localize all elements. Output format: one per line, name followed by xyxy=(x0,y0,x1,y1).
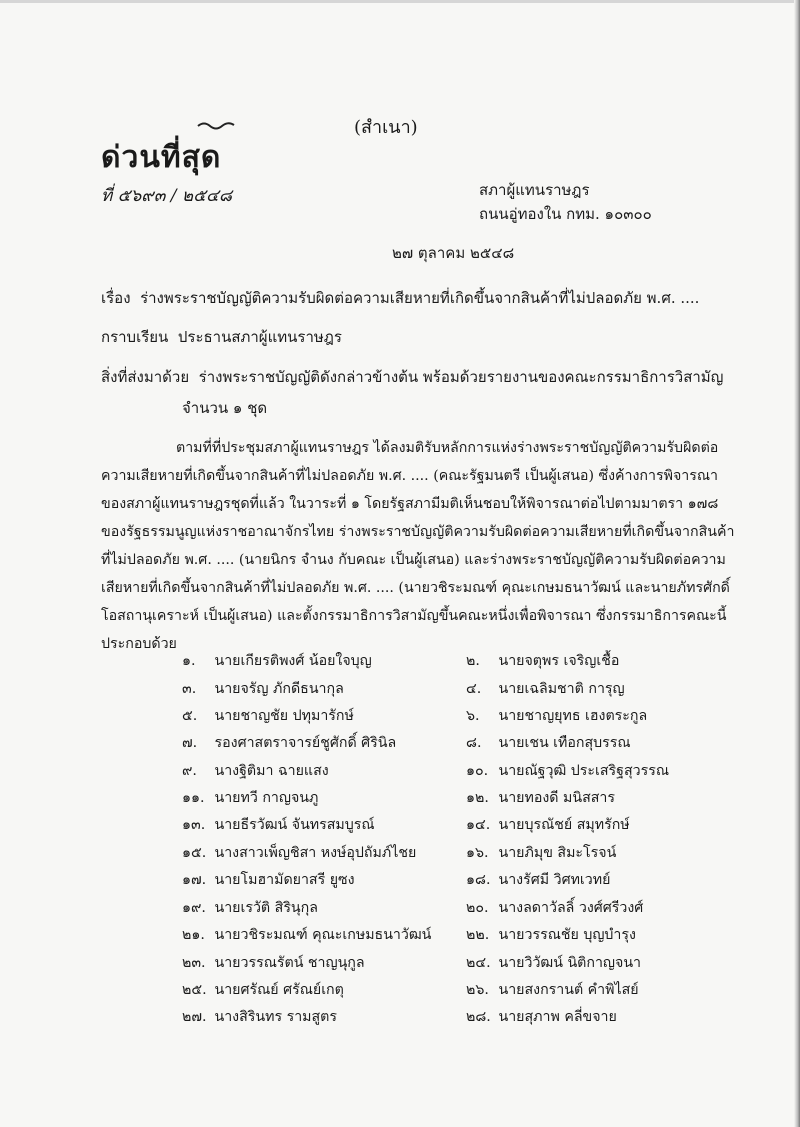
list-item-number: ๑๕. xyxy=(182,845,207,861)
list-item xyxy=(466,650,619,672)
list-item xyxy=(182,1006,337,1028)
body-line: ที่ไม่ปลอดภัย พ.ศ. .... (นายนิกร จำนง กับคณะ เป็นผู้เสนอ) และร่างพระราชบัญญัติความรับผิดต่อความ xyxy=(101,552,726,568)
list-item-number: ๓. xyxy=(182,681,197,697)
list-item xyxy=(466,705,647,727)
list-item-name: นายวรรณรัตน์ ชาญนุกูล xyxy=(214,955,365,971)
list-item-name: นายจตุพร เจริญเชื้อ xyxy=(498,653,620,669)
list-item-name: นายเชน เทือกสุบรรณ xyxy=(498,735,631,751)
list-item xyxy=(466,979,639,1001)
list-item-number: ๑. xyxy=(182,653,196,669)
list-item-number: ๑๗. xyxy=(182,872,207,888)
list-item xyxy=(466,814,630,836)
list-item-name: นางสาวเพ็ญชิสา หงษ์อุปถัมภ์ไชย xyxy=(214,845,417,861)
list-item-name: นายวิวัฒน์ นิติกาญจนา xyxy=(498,955,641,971)
salutation-line xyxy=(101,325,342,349)
list-item xyxy=(466,787,615,809)
list-item-number: ๑๓. xyxy=(182,817,206,833)
enclosure-count: จำนวน ๑ ชุด xyxy=(182,399,268,417)
list-item-name: นายชาญยุทธ เฮงตระกูล xyxy=(498,708,648,724)
sender-address: ถนนอู่ทองใน กทม. ๑๐๓๐๐ xyxy=(479,205,652,223)
enclosure-label: สิ่งที่ส่งมาด้วย xyxy=(101,368,190,386)
body-line: ความเสียหายที่เกิดขึ้นจากสินค้าที่ไม่ปลอดภัย พ.ศ. .... (คณะรัฐมนตรี เป็นผู้เสนอ) ซึ่งค้างการพิจารณา xyxy=(101,468,718,484)
list-item-number: ๑๑. xyxy=(182,790,205,806)
list-item-name: นายเรวัติ สิรินุกุล xyxy=(214,900,318,916)
list-item xyxy=(182,732,396,754)
list-item-number: ๑๐. xyxy=(466,763,489,779)
list-item xyxy=(466,732,631,754)
list-item-number: ๗. xyxy=(182,735,198,751)
list-item xyxy=(182,842,416,864)
list-item-number: ๒๗. xyxy=(182,1009,207,1025)
list-item-number: ๒๖. xyxy=(466,982,489,998)
list-item-name: นางสิรินทร รามสูตร xyxy=(214,1009,338,1025)
list-item-number: ๒๓. xyxy=(182,955,206,971)
list-item xyxy=(466,924,636,946)
list-item-number: ๒๕. xyxy=(182,982,207,998)
list-item-number: ๒๒. xyxy=(466,927,490,943)
list-item-name: นายธีรวัฒน์ จันทรสมบูรณ์ xyxy=(214,817,375,833)
body-line: เสียหายที่เกิดขึ้นจากสินค้าที่ไม่ปลอดภัย พ.ศ. .... (นายวชิระมณฑ์ คุณะเกษมธนาวัฒน์ และนายภัทรศักดิ์ xyxy=(101,580,730,596)
list-item-name: นายโมฮามัดยาสรี ยูซง xyxy=(214,872,355,888)
list-item xyxy=(182,650,372,672)
list-item-number: ๙. xyxy=(182,763,197,779)
list-item-number: ๒๔. xyxy=(466,955,491,971)
list-item xyxy=(182,869,355,891)
list-item xyxy=(182,814,375,836)
list-item-name: นางลดาวัลลิ์ วงศ์ศรีวงศ์ xyxy=(498,900,644,916)
enclosure-text: ร่างพระราชบัญญัติดังกล่าวข้างต้น พร้อมด้วยรายงานของคณะกรรมาธิการวิสามัญ xyxy=(198,368,724,386)
list-item-number: ๖. xyxy=(466,708,480,724)
list-item-number: ๘. xyxy=(466,735,482,751)
list-item-name: นายเฉลิมชาติ การุญ xyxy=(498,681,625,697)
list-item xyxy=(466,952,641,974)
body-line: ของสภาผู้แทนราษฎรชุดที่แล้ว ในวาระที่ ๑ โดยรัฐสภามีมติเห็นชอบให้พิจารณาต่อไปตามมาตรา ๑๗๘ xyxy=(101,496,719,512)
list-item xyxy=(466,678,625,700)
scan-edge-top xyxy=(0,0,800,3)
list-item-number: ๑๘. xyxy=(466,872,491,888)
list-item xyxy=(182,979,344,1001)
list-item-name: รองศาสตราจารย์ชูศักดิ์ ศิรินิล xyxy=(214,735,397,751)
sender-name: สภาผู้แทนราษฎร xyxy=(479,181,590,199)
list-item-number: ๑๙. xyxy=(182,900,206,916)
list-item xyxy=(182,897,318,919)
list-item xyxy=(466,760,669,782)
list-item xyxy=(466,869,610,891)
subject-line xyxy=(101,286,699,310)
urgent-stamp: ด่วนที่สุด xyxy=(101,140,222,175)
scan-edge-right xyxy=(794,0,800,1127)
list-item-name: นายทวี กาญจนภู xyxy=(214,790,319,806)
list-item xyxy=(182,705,354,727)
copy-mark: (สำเนา) xyxy=(354,117,418,138)
reference-number: ที่ ๕๖๙๓ / ๒๕๔๘ xyxy=(101,186,232,206)
list-item-name: นายบุรณัชย์ สมุทรักษ์ xyxy=(498,817,630,833)
list-item-name: นายศรัณย์ ศรัณย์เกตุ xyxy=(214,982,344,998)
list-item-name: นางรัศมี วิศทเวทย์ xyxy=(498,872,611,888)
list-item-number: ๒๘. xyxy=(466,1009,491,1025)
list-item xyxy=(182,924,431,946)
body-line: ตามที่ที่ประชุมสภาผู้แทนราษฎร ได้ลงมติรับหลักการแห่งร่างพระราชบัญญัติความรับผิดต่อ xyxy=(176,440,719,456)
body-line: ประกอบด้วย xyxy=(101,636,177,652)
stamp-squiggle-icon xyxy=(196,120,236,130)
list-item-name: นายวรรณชัย บุญบำรุง xyxy=(498,927,636,943)
document-date: ๒๗ ตุลาคม ๒๕๔๘ xyxy=(392,244,515,262)
list-item-name: นายณัฐวุฒิ ประเสริฐสุวรรณ xyxy=(498,763,670,779)
subject-text: ร่างพระราชบัญญัติความรับผิดต่อความเสียหายที่เกิดขึ้นจากสินค้าที่ไม่ปลอดภัย พ.ศ. .... xyxy=(140,289,700,307)
list-item xyxy=(466,1006,617,1028)
list-item-number: ๔. xyxy=(466,681,482,697)
list-item-number: ๕. xyxy=(182,708,198,724)
list-item-name: นายสงกรานต์ คำพิไสย์ xyxy=(498,982,639,998)
subject-label: เรื่อง xyxy=(101,289,131,307)
list-item-number: ๑๒. xyxy=(466,790,489,806)
list-item xyxy=(466,897,643,919)
list-item-number: ๒. xyxy=(466,653,480,669)
list-item-number: ๑๖. xyxy=(466,845,489,861)
list-item-name: นายเกียรติพงศ์ น้อยใจบุญ xyxy=(214,653,372,669)
list-item-name: นายชาญชัย ปทุมารักษ์ xyxy=(214,708,354,724)
list-item xyxy=(182,760,329,782)
list-item-name: นายสุภาพ คลี่ขจาย xyxy=(498,1009,617,1025)
list-item-number: ๑๔. xyxy=(466,817,491,833)
list-item-number: ๒๑. xyxy=(182,927,205,943)
list-item xyxy=(466,842,616,864)
list-item xyxy=(182,952,365,974)
body-line: โอสถานุเคราะห์ เป็นผู้เสนอ) และตั้งกรรมาธิการวิสามัญขึ้นคณะหนึ่งเพื่อพิจารณา ซึ่งกรรมาธิการคณะนี้ xyxy=(101,608,727,624)
list-item-name: นางฐิติมา ฉายแสง xyxy=(214,763,329,779)
enclosure-line xyxy=(101,365,723,389)
body-line: ของรัฐธรรมนูญแห่งราชอาณาจักรไทย ร่างพระราชบัญญัติความรับผิดต่อความเสียหายที่เกิดขึ้นจากสินค้า xyxy=(101,524,735,540)
list-item-name: นายทองดี มนิสสาร xyxy=(498,790,615,806)
list-item xyxy=(182,787,318,809)
salutation-text: ประธานสภาผู้แทนราษฎร xyxy=(177,328,342,346)
salutation-label: กราบเรียน xyxy=(101,328,169,346)
list-item-number: ๒๐. xyxy=(466,900,489,916)
list-item-name: นายจรัญ ภักดีธนากุล xyxy=(214,681,344,697)
list-item xyxy=(182,678,344,700)
list-item-name: นายวชิระมณฑ์ คุณะเกษมธนาวัฒน์ xyxy=(214,927,432,943)
list-item-name: นายภิมุข สิมะโรจน์ xyxy=(498,845,617,861)
